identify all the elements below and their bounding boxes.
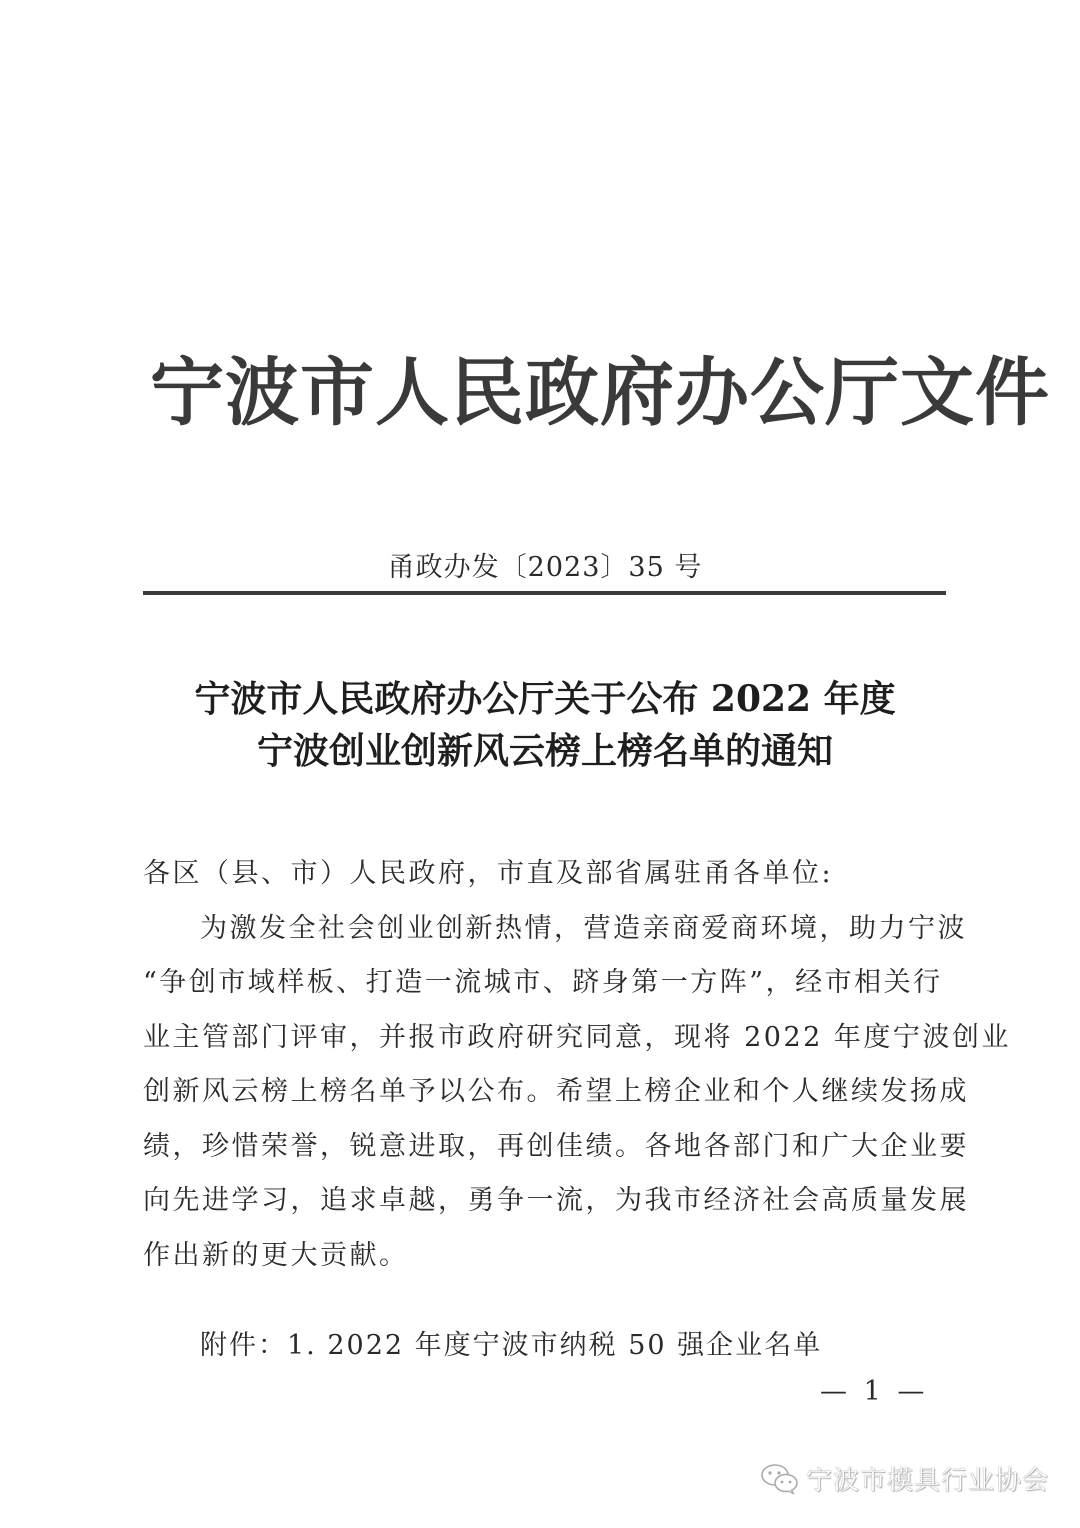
attachment-line: 附件：1. 2022 年度宁波市纳税 50 强企业名单 <box>200 1330 823 1361</box>
notice-title-line-1: 宁波市人民政府办公厅关于公布 2022 年度 <box>194 678 896 720</box>
body-line: 向先进学习，追求卓越，勇争一流，为我市经济社会高质量发展 <box>143 1185 969 1216</box>
wechat-icon <box>760 1463 800 1495</box>
body-line: 为激发全社会创业创新热情，营造亲商爱商环境，助力宁波 <box>200 912 967 944</box>
document-number: 甬政办发〔2023〕35 号 <box>387 552 703 583</box>
header-divider <box>143 591 946 595</box>
issuing-authority-header: 宁波市人民政府办公厅文件 <box>150 350 1050 436</box>
notice-body <box>143 847 1011 1283</box>
body-line: 绩，珍惜荣誉，锐意进取，再创佳绩。各地各部门和广大企业要 <box>143 1130 969 1162</box>
body-line: 创新风云榜上榜名单予以公布。希望上榜企业和个人继续发扬成 <box>143 1076 969 1107</box>
body-line: 业主管部门评审，并报市政府研究同意，现将 2022 年度宁波创业 <box>143 1021 1011 1053</box>
body-line: 作出新的更大贡献。 <box>143 1239 409 1271</box>
notice-title <box>140 673 950 777</box>
page-number: — 1 — <box>820 1376 929 1407</box>
body-line: “争创市域样板、打造一流城市、跻身第一方阵”，经市相关行 <box>143 967 943 998</box>
watermark-text: 宁波市模具行业协会 <box>806 1466 1050 1496</box>
watermark <box>760 1460 1049 1497</box>
notice-title-line-2: 宁波创业创新风云榜上榜名单的通知 <box>256 730 833 772</box>
addressee: 各区（县、市）人民政府，市直及部省属驻甬各单位: <box>143 858 834 889</box>
